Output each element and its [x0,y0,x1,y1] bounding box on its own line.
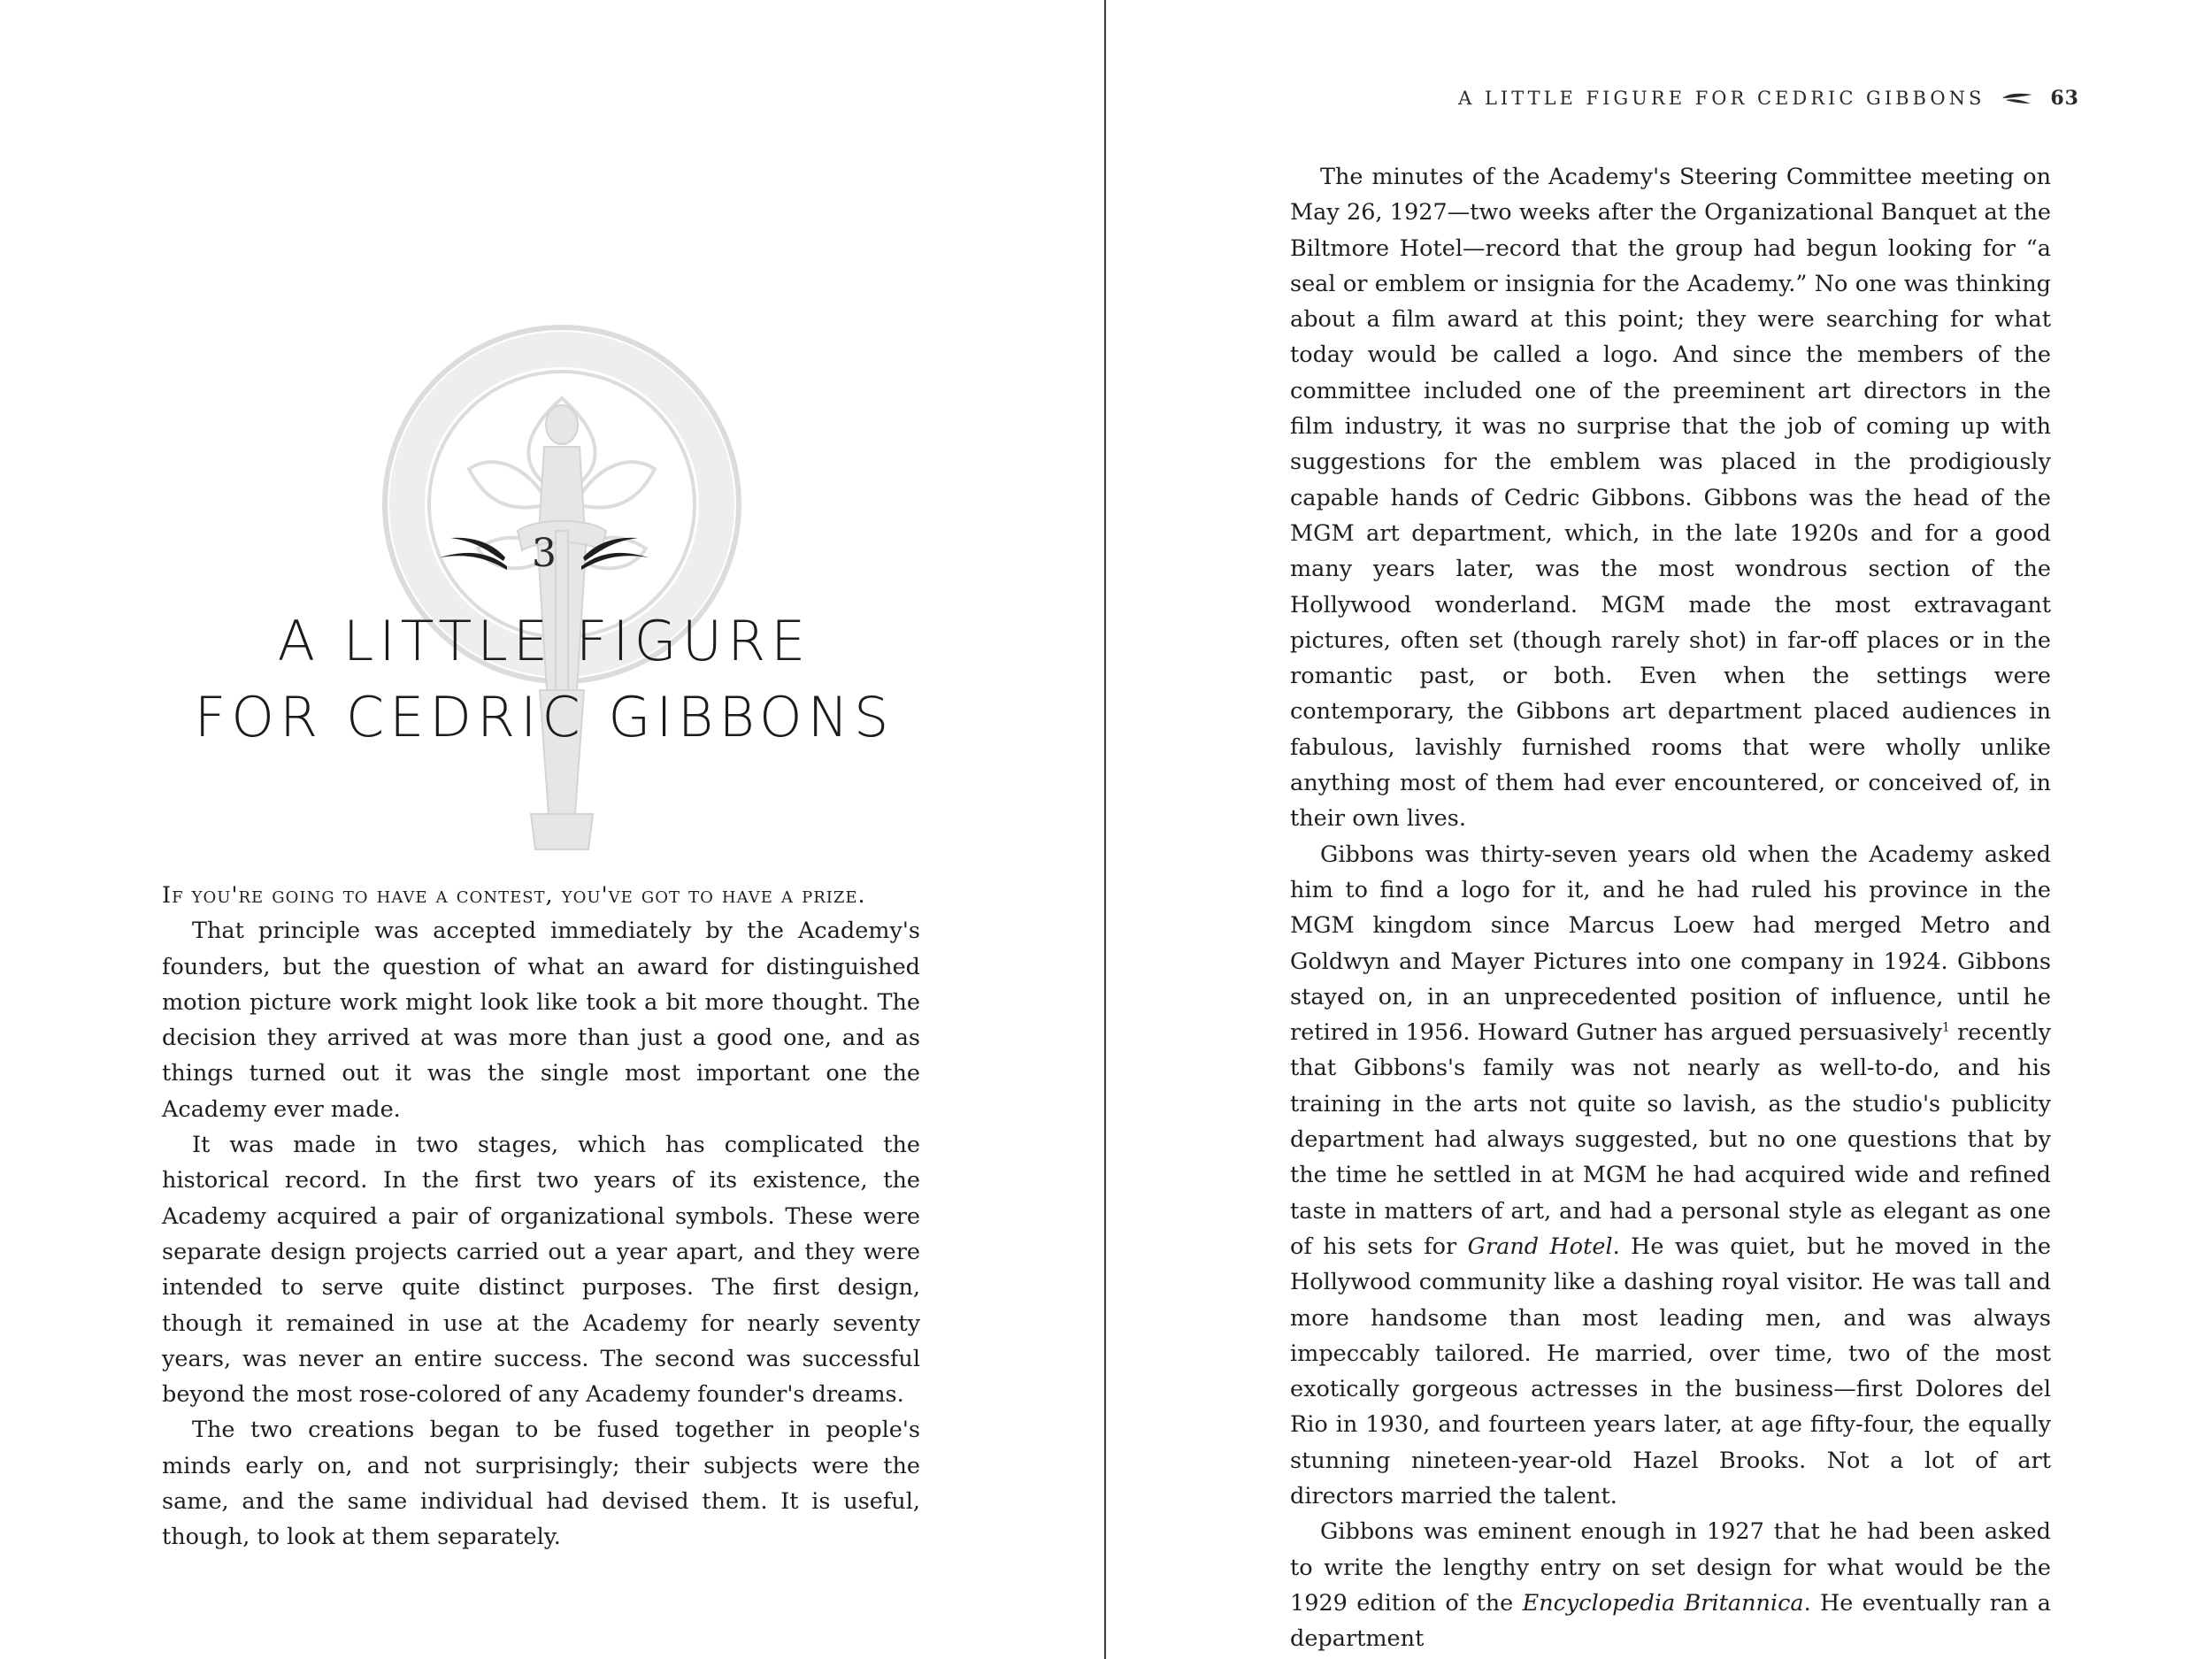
footnote-marker: 1 [1941,1020,1950,1035]
paragraph: Gibbons was eminent enough in 1927 that he had been asked to write the lengthy entry on set design for what would be the 1929 edition of the Encyclopedia Britannica. He eventually ran a department [1290,1518,2051,1653]
paragraph: The minutes of the Academy's Steering Committee meeting on May 26, 1927—two weeks after the Organizational Banquet at the Biltmore Hotel—record that the group had begun looking for “a seal or emblem or insignia for the Academy.” No one was thinking about a film award at this point; they were searching for what today would be called a logo. And since the members of the committee included one of the preeminent art directors in the film industry, it was no surprise that the job of coming up with suggestions for the emblem was placed in the prodigiously capable hands of Cedric Gibbons. Gibbons was the head of the MGM art department, which, in the late 1920s and for a good many years later, was the most wondrous section of the Hollywood wonderland. MGM made the most extravagant pictures, often set (though rarely shot) in far-off places or in the romantic past, or both. Even when the settings were contemporary, the Gibbons art department placed audiences in fabulous, lavishly furnished rooms that were wholly unlike anything most of them had ever encountered, or conceived of, in their own lives. [1290,164,2051,833]
left-flourish-icon [438,534,509,573]
chapter-title-line-1: A LITTLE FIGURE [277,609,811,673]
paragraph: The two creations began to be fused together in people's minds early on, and not surprisingly; their subjects were the same, and the same individual had devised them. It is useful, though, to look at them separately. [162,1417,920,1551]
right-page [1106,0,2212,1659]
italic-title: Encyclopedia Britannica [1522,1589,1804,1617]
paragraph: Gibbons was thirty-seven years old when the Academy asked him to find a logo for it, and he had ruled his province in the MGM kingdom since Marcus Loew had merged Metro and Goldwyn and Mayer Pictures into one company in 1924. Gibbons stayed on, in an unprecedented position of influence, until he retired in 1956. Howard Gutner has argued persuasively$^1$ recently that Gibbons's family was not nearly as well-to-do, and his training in the arts not quite so lavish, as the studio's publicity department had always suggested, but no one questions that by the time he settled in at MGM he had acquired wide and refined taste in matters of art, and had a personal style as elegant as one of his sets for Grand Hotel. He was quiet, but he moved in the Hollywood community like a dashing royal visitor. He was tall and more handsome than most leading men, and was always impeccably tailored. He married, over time, two of the most exotically gorgeous actresses in the business—first Dolores del Rio in 1930, and fourteen years later, at age fifty-four, the equally stunning nineteen-year-old Hazel Brooks. Not a lot of art directors married the talent. [1290,841,2051,1509]
opening-smallcaps: If you're going to have a contest, you've got to have a prize. [162,882,866,909]
right-page-body [1290,159,2051,1656]
right-flourish-icon [580,534,650,573]
opening-line [162,878,920,913]
academy-seal-watermark [345,319,779,867]
running-head-title: A LITTLE FIGURE FOR CEDRIC GIBBONS [1458,88,1985,109]
palm-leaf-ornament-icon [2002,91,2032,105]
left-page-body [162,878,920,1555]
italic-title: Grand Hotel [1467,1233,1613,1260]
chapter-number-row [0,531,1088,576]
chapter-title-line-2: FOR CEDRIC GIBBONS [194,685,895,749]
page-number: 63 [2050,87,2079,110]
running-head [1458,87,2079,110]
chapter-number: 3 [532,531,557,576]
paragraph: It was made in two stages, which has complicated the historical record. In the first two years of its existence, the Academy acquired a pair of organizational symbols. These were separate design projects carried out a year apart, and they were intended to serve quite distinct purposes. The first design, though it remained in use at the Academy for nearly seventy years, was never an entire success. The second was successful beyond the most rose-colored of any Academy founder's dreams. [162,1132,920,1409]
chapter-title [0,603,1088,756]
paragraph: That principle was accepted immediately by the Academy's founders, but the question of what an award for distinguished motion picture work might look like took a bit more thought. The decision they arrived at was more than just a good one, and as things turned out it was the single most important one the Academy ever made. [162,918,920,1123]
